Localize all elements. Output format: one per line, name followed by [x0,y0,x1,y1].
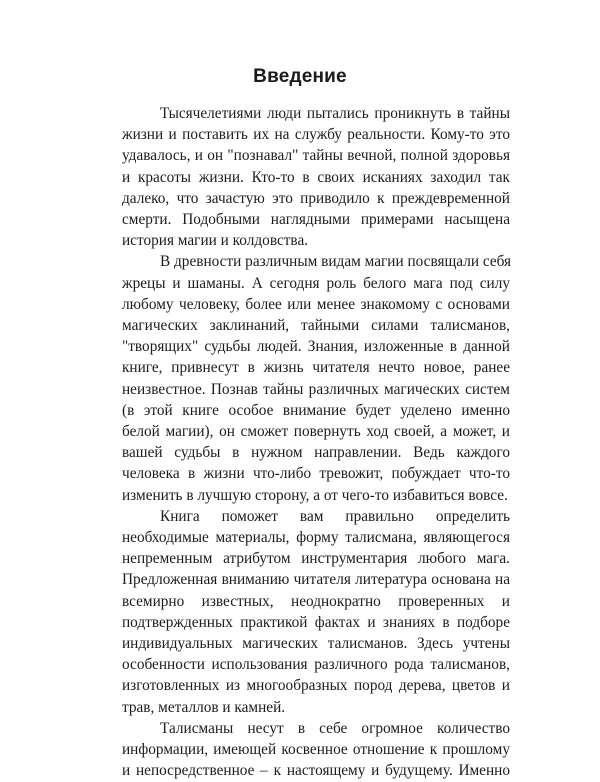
text-line: жизни и поставить их на службу реальности. Кому-то это [122,126,510,144]
text-line: жрецы и шаманы. А сегодня роль белого мага под силу [122,274,510,292]
text-line: и красоты жизни. Кто-то в своих исканиях заходил так [122,168,510,186]
paragraph [122,251,510,505]
text-line: особенности использования различного рода талисманов, [122,656,510,674]
text-line: Предложенная вниманию читателя литература основана на [122,571,510,589]
text-line: В древности различным видам магии посвящали себя [160,253,512,271]
text-line: история магии и колдовства. [122,232,309,250]
text-line: неизвестное. Познав тайны различных магических систем [122,380,510,398]
text-line: белой магии), он сможет повернуть ход своей, а может, и [122,423,510,441]
text-line: всемирно известных, неоднократно проверенных и [122,592,510,610]
text-line: смерти. Подобными наглядными примерами насыщена [122,211,510,229]
text-line: (в этой книге особое внимание будет уделено именно [122,401,510,419]
page-title: Введение [253,66,347,87]
text-line: непременным атрибутом инструментария любого мага. [122,550,510,568]
text-line: Книга поможет вам правильно определить [160,507,510,525]
text-line: удавалось, и он "познавал" тайны вечной, полной здоровья [122,147,510,165]
text-line: Талисманы несут в себе огромное количество [160,719,510,737]
text-line: трав, металлов и камней. [122,698,286,716]
text-line: необходимые материалы, форму талисмана, являющегося [122,529,510,547]
text-line: далеко, что зачастую это приводило к преждевременной [122,189,510,207]
text-line: книге, привнесут в жизнь читателя нечто новое, ранее [122,359,510,377]
paragraph [122,506,510,718]
text-line: вашей судьбы в нужном направлении. Ведь каждого [122,444,510,462]
text-line: любому человеку, более или менее знакомому с основами [122,295,510,313]
text-line: "творящих" судьбы людей. Знания, изложенные в данной [122,338,510,356]
text-line: индивидуальных магических талисманов. Здесь учтены [122,635,510,653]
paragraph [122,103,510,251]
text-line: изменить в лучшую сторону, а от чего-то избавиться вовсе. [122,486,508,504]
text-line: изготовленных из многообразных пород дерева, цветов и [122,677,510,695]
body-text [122,103,510,782]
text-line: подтвержденных практикой фактах и знаниях в подборе [122,613,510,631]
text-line: магических заклинаний, тайными силами талисманов, [122,317,510,335]
text-line: Тысячелетиями люди пытались проникнуть в тайны [160,105,510,122]
text-line: информации, имеющей косвенное отношение к прошлому [122,741,510,759]
text-line: и непосредственное – к настоящему и будущему. Именно [122,762,510,780]
text-line: человека в жизни что-либо тревожит, побуждает что-то [122,465,510,483]
